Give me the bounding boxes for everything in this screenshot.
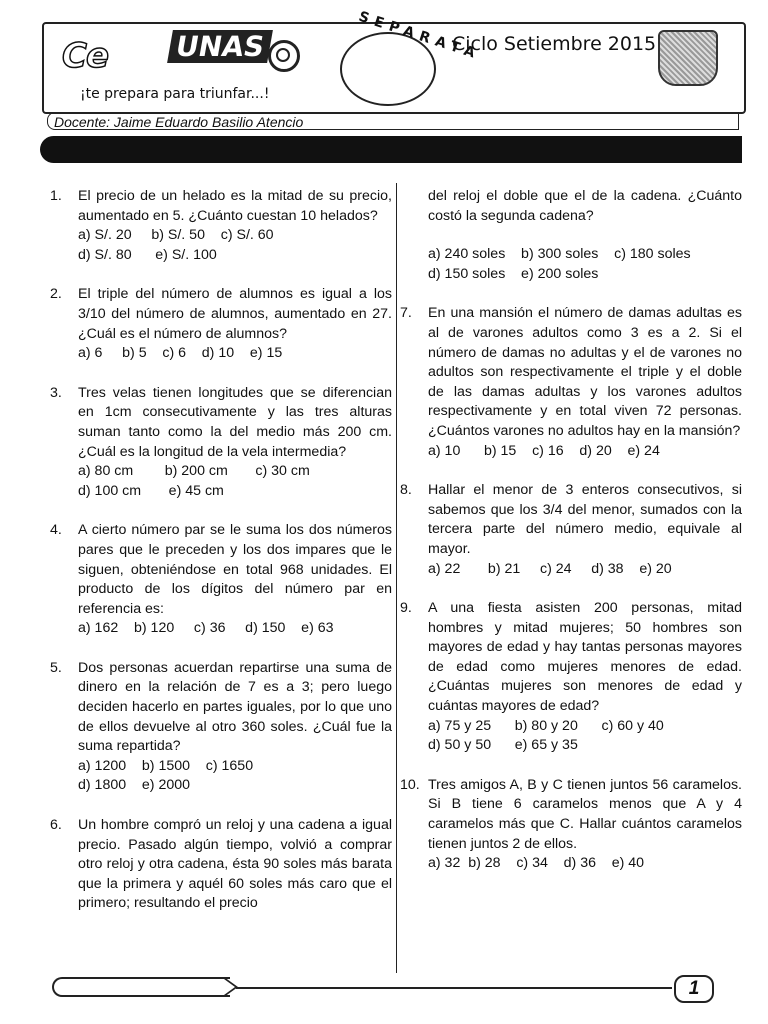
problem-statement: El precio de un helado es la mitad de su precio, aumentado en 5. ¿Cuánto cuestan 10 helados? bbox=[78, 188, 392, 224]
answer-options: a) 75 y 25 b) 80 y 20 c) 60 y 40 bbox=[428, 717, 664, 734]
spiral-inner-icon bbox=[276, 48, 290, 62]
answer-options: a) 22 b) 21 c) 24 d) 38 e) 20 bbox=[428, 560, 672, 577]
footer-arrow-tip-inner bbox=[224, 979, 235, 995]
problem-statement: Hallar el menor de 3 enteros consecutivos, si sabemos que los 3/4 del menor, sumados con la tercera parte del número medio, equivale al mayor. bbox=[428, 482, 742, 557]
problem-8 bbox=[400, 481, 742, 579]
answer-options: d) 50 y 50 e) 65 y 35 bbox=[428, 737, 578, 754]
problem-number: 8. bbox=[400, 482, 412, 499]
answer-options: d) 100 cm e) 45 cm bbox=[78, 482, 224, 499]
answer-options: a) S/. 20 b) S/. 50 c) S/. 60 bbox=[78, 227, 274, 244]
university-crest-icon bbox=[658, 30, 718, 86]
column-divider bbox=[396, 183, 397, 973]
problem-number: 3. bbox=[50, 384, 62, 401]
problem-number: 2. bbox=[50, 286, 62, 303]
problem-number: 4. bbox=[50, 522, 62, 539]
problem-5 bbox=[50, 659, 392, 796]
problem-statement: El triple del número de alumnos es igual a los 3/10 del número de alumnos, aumentado en 27. ¿Cuál es el número de alumnos? bbox=[78, 286, 392, 342]
answer-options: a) 162 b) 120 c) 36 d) 150 e) 63 bbox=[78, 620, 334, 637]
problem-statement: Tres amigos A, B y C tienen juntos 56 caramelos. Si B tiene 6 caramelos menos que A y 4 caramelos más que C. Hallar cuántos caramelos tienen juntos 2 de ellos. bbox=[428, 776, 742, 852]
problem-number: 5. bbox=[50, 659, 62, 676]
right-column bbox=[400, 187, 742, 874]
problem-7 bbox=[400, 304, 742, 461]
problem-statement: Dos personas acuerdan repartirse una suma de dinero en la relación de 7 es a 3; pero luego deciden hacerlo en partes iguales, por lo que uno de ellos devuelve al otro 360 soles. ¿Cuál fue la suma repartida? bbox=[78, 659, 392, 755]
problem-number: 6. bbox=[50, 817, 62, 834]
problem-2 bbox=[50, 285, 392, 363]
problem-number: 7. bbox=[400, 305, 412, 322]
title-bar bbox=[40, 136, 742, 163]
answer-options: a) 240 soles b) 300 soles c) 180 soles bbox=[428, 246, 691, 263]
problem-3 bbox=[50, 384, 392, 502]
problem-number: 10. bbox=[400, 776, 420, 793]
answer-options: a) 6 b) 5 c) 6 d) 10 e) 15 bbox=[78, 345, 283, 362]
answer-options: d) 150 soles e) 200 soles bbox=[428, 265, 599, 282]
logo-unas: UNAS bbox=[167, 30, 273, 63]
footer-arrow bbox=[52, 977, 230, 997]
separata-label: SEPARATA bbox=[356, 8, 483, 64]
teacher-line: Docente: Jaime Eduardo Basilio Atencio bbox=[47, 112, 739, 130]
answer-options: a) 32 b) 28 c) 34 d) 36 e) 40 bbox=[428, 855, 645, 872]
footer-rule bbox=[236, 987, 672, 989]
problem-4 bbox=[50, 521, 392, 639]
problem-statement: del reloj el doble que el de la cadena. ¿Cuánto costó la segunda cadena? bbox=[428, 188, 742, 224]
problem-statement: Tres velas tienen longitudes que se diferencian en 1cm consecutivamente y las tres alturas suman tanto como la del medio más 200 cm. ¿Cuál es la longitud de la vela intermedia? bbox=[78, 384, 392, 460]
problem-number: 1. bbox=[50, 188, 62, 204]
cycle-title: Ciclo Setiembre 2015 bbox=[452, 33, 657, 55]
problem-9 bbox=[400, 599, 742, 756]
answer-options: d) 1800 e) 2000 bbox=[78, 777, 191, 794]
page-number: 1 bbox=[674, 975, 714, 1003]
logo-text: Ce bbox=[62, 36, 109, 76]
left-column bbox=[50, 187, 392, 914]
answer-options: a) 1200 b) 1500 c) 1650 bbox=[78, 757, 254, 774]
tagline: ¡te prepara para triunfar...! bbox=[80, 86, 270, 102]
problem-6 bbox=[50, 816, 392, 914]
problem-number: 9. bbox=[400, 600, 412, 617]
problem-10 bbox=[400, 776, 742, 874]
problem-statement: A cierto número par se le suma los dos números pares que le preceden y los dos impares que le siguen, obteniéndose en total 968 unidades. El producto de los dígitos del número par en referencia es: bbox=[78, 522, 392, 617]
problem-statement: A una fiesta asisten 200 personas, mitad hombres y mitad mujeres; 50 hombres son mayores de edad y hay tantas personas mayores de edad como mujeres menores de edad. ¿Cuántas mujeres son menores de edad y cuántas mayores de edad? bbox=[428, 600, 742, 715]
problem-statement: En una mansión el número de damas adultas es al de varones adultos como 3 es a 2. Si el número de damas no adultas y el de varones no adultos son respectivamente el triple y el doble de las damas adultas y los varones adultos respectivamente y en total viven 72 personas. ¿Cuántos varones no adultos hay en la mansión? bbox=[428, 305, 742, 439]
problem-1 bbox=[50, 187, 392, 265]
answer-options: d) S/. 80 e) S/. 100 bbox=[78, 246, 217, 263]
problem-6-continued bbox=[428, 187, 742, 284]
answer-options: a) 10 b) 15 c) 16 d) 20 e) 24 bbox=[428, 442, 660, 459]
answer-options: a) 80 cm b) 200 cm c) 30 cm bbox=[78, 463, 310, 480]
problem-statement: Un hombre compró un reloj y una cadena a igual precio. Pasado algún tiempo, volvió a comprar otro reloj y otra cadena, ésta 90 soles más barata que la primera y aquél 60 soles más caro que el primero; resultando el precio bbox=[78, 817, 392, 912]
